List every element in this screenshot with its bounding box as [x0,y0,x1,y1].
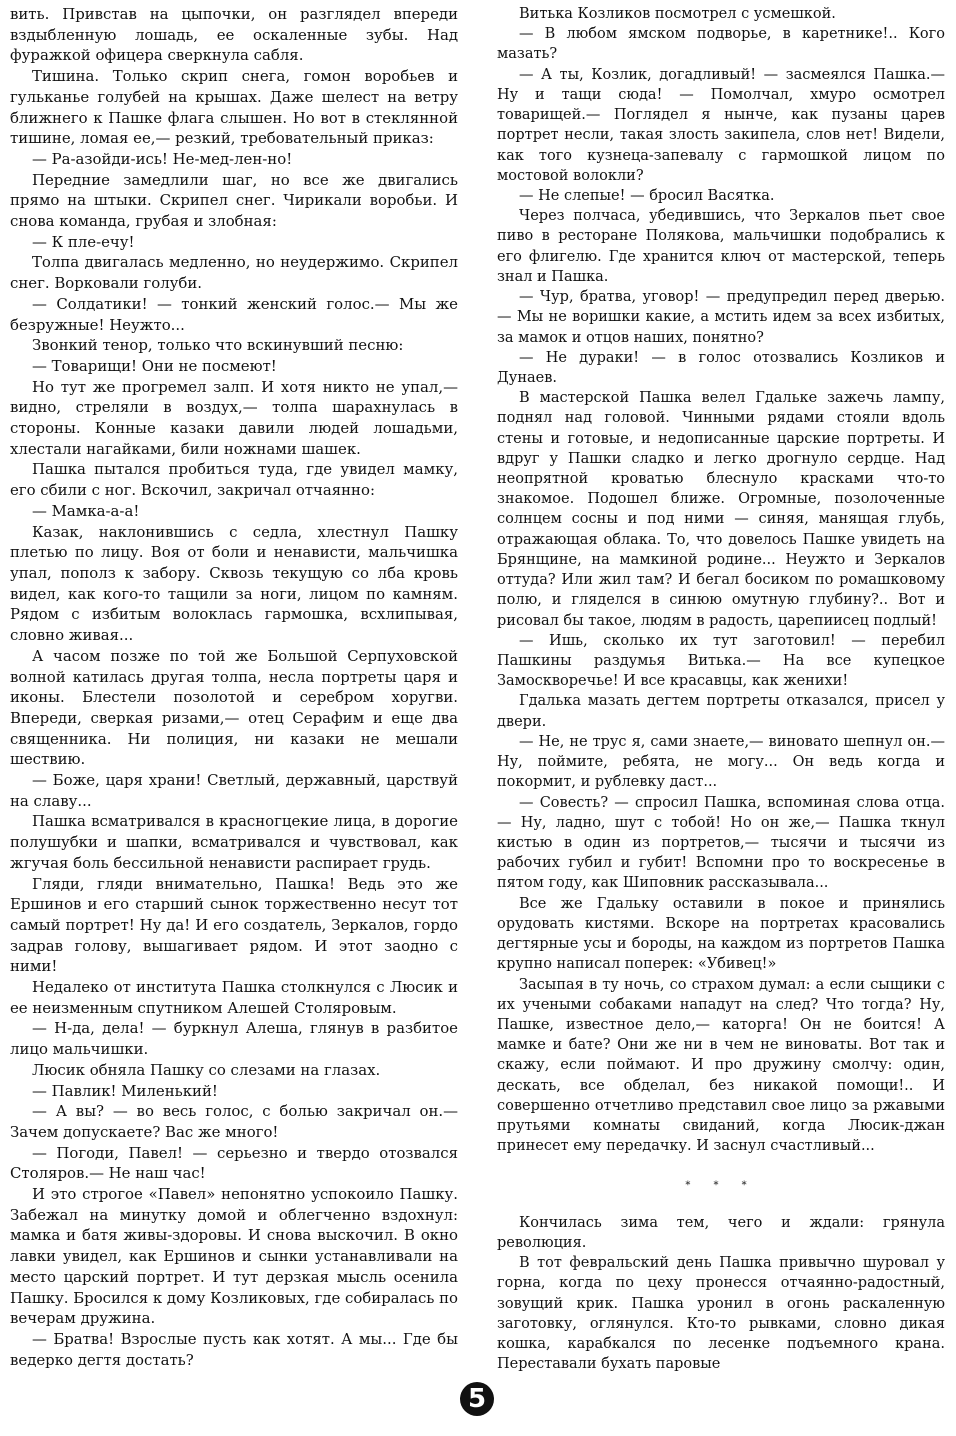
paragraph: — Совесть? — спросил Пашка, вспоминая слова отца.— Ну, ладно, шут с тобой! Но он же,— Пашка ткнул кистью в один из портретов,— тысячи и тысячи из рабочих губил и губит! Вспомни про то воскресенье в пятом году, как Шиповник рассказывала... [497,794,945,892]
paragraph: Засыпая в ту ночь, со страхом думал: а если сыщики с их учеными собаками нападут на след? Что тогда? Ну, Пашке, известное дело,— каторга! Он не боится! А мамке и бате? Они же ни в чем не виноваты. Вот так и скажу, если поймают. И про дружину смолчу: один, дескать, все обделал, без никакой помощи!.. И совершенно отчетливо представил свое лицо за ржавыми прутьями комнаты свиданий, когда Люсик-джан принесет ему передачку. И заснул счастливый... [497,976,945,1155]
paragraph: Витька Козликов посмотрел с усмешкой. [519,6,836,22]
paragraph: — Мамка-а-а! [32,501,140,520]
text-column-left [10,4,458,1370]
paragraph: — А вы? — во весь голос, с болью закричал он.— Зачем допускаете? Вас же много! [10,1102,458,1141]
paragraph: — Не, не трус я, сами знаете,— виновато шепнул он.— Ну, поймите, ребята, не могу... Он ведь когда и покормит, и рублевку даст... [497,733,945,791]
paragraph: В мастерской Пашка велел Гдальке зажечь лампу, поднял над головой. Чинными рядами стояли вдоль стены и готовые, и недописанные царские портреты. И вдруг у Пашки сладко и легко дрогнуло сердце. Над неопрятной кроватью блеснуло красками что-то знакомое. Подошел ближе. Огромные, позолоченные солнцем сосны и под ними — синяя, манящая глубь, отражающая облака. То, что довелось Пашке увидеть на Брянщине, на мамкиной родине... Неужто и Зеркалов оттуда? Или жил там? И бегал босиком по ромашковому полю, и гляделся в синюю омутную глубину?.. Вот и рисовал бы такое, людям в радость, царепиисец подлый! [497,390,945,629]
section-separator: * * * [685,1180,757,1192]
text-column-right [497,4,945,1374]
page-number-badge: 5 [460,1382,494,1416]
paragraph: Толпа двигалась медленно, но неудержимо. Скрипел снег. Ворковали голуби. [10,253,458,293]
paragraph: — Братва! Взрослые пусть как хотят. А мы... Где бы ведерко дегтя достать? [10,1330,458,1369]
paragraph: — В любом ямском подворье, в каретнике!.. Кого мазать? [497,26,945,63]
paragraph: вить. Привстав на цыпочки, он разглядел впереди вздыбленную лошадь, ее оскаленные зубы. Над фуражкой офицера сверкнула сабля. [10,5,458,65]
paragraph: Люсик обняла Пашку со слезами на глазах. [32,1060,381,1079]
paragraph: — Не дураки! — в голос отозвались Козликов и Дунаев. [497,349,945,386]
paragraph: И это строгое «Павел» непонятно успокоило Пашку. Забежал на минутку домой и облегченно вздохнул: мамка и батя живы-здоровы. И снова выскочил. В окно лавки увидел, как Ершинов и сынки устанавливали на место царский портрет. И тут дерзкая мысль осенила Пашку. Бросился к дому Козликовых, где собиралась по вечерам дружина. [10,1185,459,1328]
paragraph: — А ты, Козлик, догадливый! — засмеялся Пашка.— Ну и тащи сюда! — Помолчал, хмуро осмотрел товарищей.— Поглядел я нынче, как пузаны царев портрет несли, такая злость закипела, слов нет! Видели, как того кузнеца-запевалу с гармошкой лицом по мостовой волокли? [497,66,945,184]
paragraph: А часом позже по той же Большой Серпуховской волной катилась другая толпа, несла портреты царя и иконы. Блестели позолотой и серебром хоругви. Впереди, сверкая ризами,— отец Серафим и еще два священника. Ни полиция, ни казаки не мешали шествию. [10,646,458,769]
paragraph: Пашка пытался пробиться туда, где увидел мамку, его сбили с ног. Вскочил, закричал отчаянно: [10,460,458,500]
paragraph: Но тут же прогремел залп. И хотя никто не упал,— видно, стреляли в воздух,— толпа шарахнулась в стороны. Конные казаки давили людей лошадьми, хлестали нагайками, били ножнами шашек. [10,377,458,458]
paragraph: — Не слепые! — бросил Васятка. [519,187,775,204]
paragraph: Звонкий тенор, только что вскинувший песню: [32,336,404,355]
paragraph: — Ра-азойди-ись! Не-мед-лен-но! [32,149,293,168]
paragraph: В тот февральский день Пашка привычно шуровал у горна, когда по цеху пронесся отчаянно-радостный, зовущий крик. Пашка уронил в огонь раскаленную заготовку, оглянулся. Кто-то рывками, словно дикая кошка, карабкался по лесенке подъемного крана. Переставали бухать паровые [497,1255,945,1373]
paragraph: Казак, наклонившись с седла, хлестнул Пашку плетью по лицу. Воя от боли и ненависти, мальчишка упал, пополз к забору. Сквозь текущую со лба кровь видел, как кого-то тащили за ноги, лицом по камням. Рядом с избитым волоклась гармошка, всхлипывая, словно живая... [10,522,458,645]
paragraph: — Ишь, сколько их тут заготовил! — перебил Пашкины раздумья Витька.— На все купецкое Замоскворечье! И все красавцы, как женихи! [497,632,945,690]
paragraph: — К пле-ечу! [32,232,135,251]
paragraph: — Погоди, Павел! — серьезно и твердо отозвался Столяров.— Не наш час! [10,1143,458,1183]
paragraph: Пашка всматривался в красногцекие лица, в дорогие полушубки и шапки, всматривался и чувствовал, как жгучая боль бессильной ненависти распирает грудь. [10,812,458,872]
paragraph: Тишина. Только скрип снега, гомон воробьев и гульканье голубей на крышах. Даже шелест на ветру ближнего к Пашке флага слышен. Но вот в стеклянной тишине, ломая ее,— резкий, требовательный приказ: [10,67,458,148]
paragraph: Гляди, гляди внимательно, Пашка! Ведь это же Ершинов и его старший сынок торжественно несут тот самый портрет! Ну да! И его создатель, Зеркалов, гордо задрав голову, вышагивает рядом. И этот заодно с ними! [10,874,458,976]
paragraph: Недалеко от института Пашка столкнулся с Люсик и ее неизменным спутником Алешей Столяровым. [10,978,458,1017]
paragraph: — Боже, царя храни! Светлый, державный, царствуй на славу... [10,771,458,810]
paragraph: — Павлик! Миленький! [32,1081,218,1100]
paragraph: Все же Гдальку оставили в покое и принялись орудовать кистями. Вскоре на портретах красовались дегтярные усы и бороды, на каждом из портретов Пашка крупно написал поперек: «Убивец!» [497,895,945,973]
paragraph: — Н-да, дела! — буркнул Алеша, глянув в разбитое лицо мальчишки. [10,1019,458,1059]
paragraph: Гдалька мазать дегтем портреты отказался, присел у двери. [497,693,945,730]
paragraph: — Товарищи! Они не посмеют! [32,356,277,375]
paragraph: — Солдатики! — тонкий женский голос.— Мы же безружные! Неужто... [10,294,458,334]
paragraph: Через полчаса, убедившись, что Зеркалов пьет свое пиво в ресторане Полякова, мальчишки подобрались к его флигелю. Где хранится ключ от мастерской, теперь знал и Пашка. [497,208,945,285]
paragraph: Кончилась зима тем, чего и ждали: грянула революция. [497,1214,945,1251]
paragraph: — Чур, братва, уговор! — предупредил перед дверью.— Мы не воришки какие, а мстить идем за всех избитых, за мамок и отцов наших, понятно? [497,289,945,346]
paragraph: Передние замедлили шаг, но все же двигались прямо на штыки. Скрипел снег. Чирикали воробьи. И снова команда, грубая и злобная: [10,170,458,231]
